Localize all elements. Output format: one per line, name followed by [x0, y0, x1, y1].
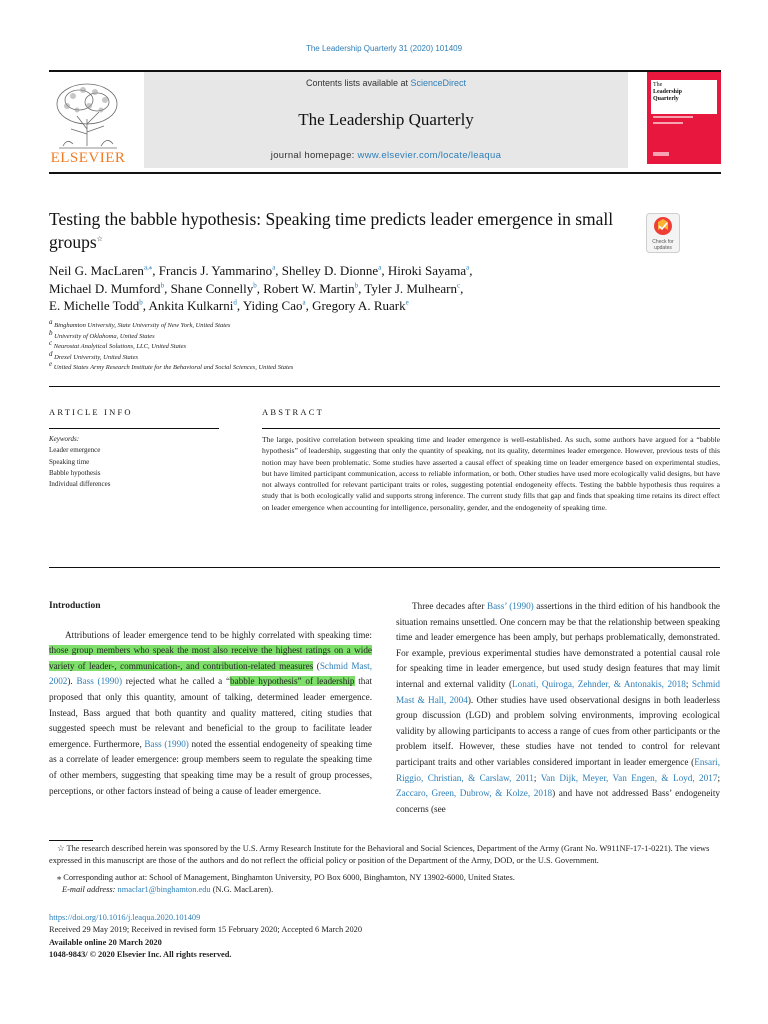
journal-cover-thumbnail[interactable] — [647, 72, 721, 164]
affiliation-mark: c — [49, 339, 53, 348]
body-column-left — [49, 599, 372, 799]
cover-line-decoration — [653, 116, 693, 118]
cover-title-line-2: Leadership — [653, 89, 683, 95]
citation-link[interactable]: Bass’ (1990) — [486, 601, 534, 611]
highlighted-text: those group members who speak the most also receive the highest ratings on a wide variety of leader-, communication-, and contribution-related measures — [49, 645, 372, 671]
affiliation-mark: d — [49, 349, 53, 358]
introduction-paragraph-1 — [49, 628, 372, 800]
author-name[interactable]: Hiroki Sayama — [387, 263, 467, 278]
homepage-prefix: journal homepage: — [270, 150, 358, 161]
funding-footnote-text: The research described herein was sponsored by the U.S. Army Research Institute for the Behavioral and Social Sciences, Department of the Army (Grant No. W911NF-17-1-0221). The views expressed in this manuscript are those of the authors and do not reflect the official policy or position of the Department of the Army, DOD, or the U.S. Government. — [49, 844, 710, 866]
author-affiliation-mark[interactable]: a — [302, 298, 306, 307]
email-suffix: (N.G. MacLaren). — [210, 885, 274, 895]
citation-link[interactable]: Schmid Mast, 2002 — [49, 660, 372, 687]
affiliation-item — [49, 328, 649, 343]
available-online: Available online 20 March 2020 — [49, 937, 162, 947]
citation-link[interactable]: Schmid Mast & Hall, 2004 — [396, 678, 720, 705]
journal-citation-line[interactable]: The Leadership Quarterly 31 (2020) 101409 — [305, 44, 463, 53]
author-separator: , — [152, 263, 159, 278]
keyword-item: Individual differences — [49, 480, 111, 489]
cover-title-panel — [651, 80, 717, 114]
keywords-label: Keywords: — [49, 435, 80, 443]
citation-link[interactable]: Van Dijk, Meyer, Van Engen, & Loyd, 2017 — [540, 772, 718, 783]
author-name[interactable]: Tyler J. Mulhearn — [364, 280, 457, 296]
crossmark-label-2: updates — [654, 245, 672, 251]
received-dates: Received 29 May 2019; Received in revised form 15 February 2020; Accepted 6 March 2020 — [49, 925, 363, 935]
author-separator: , — [236, 298, 243, 313]
author-separator: , — [142, 298, 149, 313]
affiliation-rule — [49, 386, 720, 387]
body-text: assertions in the third edition of his handbook the situation remains unsettled. One concern may be that the relationship between speaking time and leader emergence has been amply, but perhaps problematically, demonstrated. For example, previous experimental studies have demonstrated a potential causal role for speaking time in leader emergence, but used study design features that may limit internal and external validity ( — [396, 601, 720, 689]
author-name[interactable]: E. Michelle Todd — [49, 298, 140, 313]
keyword-item: Leader emergence — [49, 446, 101, 455]
introduction-heading: Introduction — [49, 601, 101, 611]
keyword-list — [49, 445, 239, 490]
title-footnote-mark[interactable]: ☆ — [96, 235, 103, 244]
author-name[interactable]: Gregory A. Ruark — [312, 298, 406, 313]
author-separator: , — [305, 298, 313, 313]
keyword-item: Babble hypothesis — [49, 468, 101, 477]
affiliation-mark: b — [49, 328, 53, 337]
author-name[interactable]: Shelley D. Dionne — [281, 263, 379, 278]
cover-line-decoration — [653, 152, 669, 156]
body-text: Three decades after — [412, 601, 487, 611]
corresponding-author-text: Corresponding author at: School of Management, Binghamton University, PO Box 6000, Binghamton, NY 13902-6000, United States. — [61, 872, 515, 882]
affiliation-text: University of Oklahoma, United States — [52, 332, 155, 340]
paper-title-text: Testing the babble hypothesis: Speaking time predicts leader emergence in small groups — [49, 209, 614, 252]
contents-available-line — [144, 78, 628, 88]
body-text: that proposed that only this quantity, amount of talking, determined leader emergence. Instead, Bass argued that both quantity and quality mattered, citing studies that suggested speech must be relevant and beneficial to the group to facilitate leader emergence. Furthermore, — [49, 676, 372, 749]
funding-footnote-mark: ☆ — [57, 844, 65, 853]
header-rule-bottom — [49, 172, 721, 174]
funding-footnote — [49, 843, 720, 868]
footnote-rule — [49, 840, 93, 841]
introduction-paragraph-2 — [396, 599, 720, 817]
author-name[interactable]: Michael D. Mumford — [49, 280, 161, 296]
author-affiliation-mark[interactable]: b — [253, 281, 257, 290]
author-separator: , — [460, 280, 464, 296]
author-affiliation-mark[interactable]: c — [456, 281, 461, 290]
author-affiliation-mark[interactable]: a — [272, 263, 276, 272]
body-text: noted the essential endogeneity of speaking time as a correlate of leader emergence: group members seem to regulate the speaking time of other members, suggesting that speaking time may be a result of group processes, perceptions, or other factors instead of being a cause of leader emergence. — [49, 738, 372, 796]
author-affiliation-mark[interactable]: b — [160, 281, 165, 290]
affiliation-item — [49, 360, 649, 374]
author-name[interactable]: Neil G. MacLaren — [49, 263, 144, 278]
citation-link[interactable]: Bass (1990) — [144, 738, 189, 749]
sciencedirect-link[interactable]: ScienceDirect — [410, 78, 467, 88]
affiliation-item — [49, 339, 649, 353]
body-text: ; — [717, 772, 720, 783]
author-affiliation-mark[interactable]: a — [378, 263, 382, 272]
footnotes — [49, 843, 720, 901]
journal-title: The Leadership Quarterly — [298, 110, 474, 129]
cover-title-line-1: The — [653, 82, 663, 88]
abstract-rule — [262, 428, 720, 429]
author-name[interactable]: Robert W. Martin — [263, 280, 355, 296]
citation-link[interactable]: Lonati, Quiroga, Zehnder, & Antonakis, 2018 — [512, 678, 686, 689]
corresponding-author-footnote — [49, 872, 720, 884]
affiliation-text: United States Army Research Institute for the Behavioral and Social Sciences, United States — [52, 364, 294, 372]
author-email-link[interactable]: nmaclar1@binghamton.edu — [117, 885, 211, 895]
author-separator: , — [358, 280, 365, 296]
body-text: rejected what he called a “ — [122, 676, 231, 687]
abstract-bottom-rule — [49, 567, 720, 568]
affiliation-text: Drexel University, United States — [52, 353, 139, 361]
article-info-heading: ARTICLE INFO — [49, 407, 133, 417]
author-affiliation-mark[interactable]: e — [405, 298, 409, 307]
body-text: ) and have not addressed Bass’ endogeneity concerns (see — [396, 788, 720, 814]
cover-title-line-3: Quarterly — [653, 96, 679, 102]
affiliation-list — [49, 317, 649, 374]
highlighted-text: babble hypothesis” of leadership — [230, 676, 355, 687]
email-footnote — [49, 884, 720, 896]
author-affiliation-mark[interactable]: b — [139, 298, 143, 307]
copyright-line: 1048-9843/ © 2020 Elsevier Inc. All rights reserved. — [49, 950, 232, 960]
elsevier-wordmark: ELSEVIER — [50, 150, 126, 166]
author-list — [49, 262, 649, 315]
author-affiliation-mark[interactable]: a — [466, 263, 470, 272]
author-affiliation-mark[interactable]: d — [233, 298, 237, 307]
body-text: ; — [685, 678, 692, 689]
article-info-rule — [49, 428, 219, 429]
doi-link[interactable]: https://doi.org/10.1016/j.leaqua.2020.101409 — [49, 913, 201, 922]
email-label: E-mail address: — [62, 885, 116, 895]
paper-title — [49, 208, 639, 254]
affiliation-text: Neurostat Analytical Solutions, LLC, United States — [52, 343, 187, 351]
affiliation-item — [49, 317, 649, 332]
corresponding-mark: ⁎ — [57, 872, 62, 882]
author-separator: , — [275, 263, 282, 278]
homepage-link[interactable]: www.elsevier.com/locate/leaqua — [357, 150, 502, 161]
affiliation-text: Binghamton University, State University of New York, United States — [52, 322, 231, 329]
body-text: Attributions of leader emergence tend to be highly correlated with speaking time: — [65, 629, 372, 640]
crossmark-label-1: Check for — [652, 239, 674, 245]
author-affiliation-mark[interactable]: a,⁎ — [143, 263, 153, 272]
abstract-text: The large, positive correlation between speaking time and leader emergence is well-established. As such, some authors have argued for a “babble hypothesis” of leadership, suggesting that only the quantity of speaking, not its quality, determines leader emergence. However, previous tests of this notion may have been problematic. Some studies have asserted a causal effect of speaking time on leader emergence based on experimental studies, but have limited participant communication, access to reliable information, or both. Other studies have used more ecologically valid designs, but have not always controlled for relevant participant traits or roles, suggesting potential endogeneity effects. Testing the babble hypothesis thus requires a study that is both ecologically valid and supports strong inference. The current study fills that gap and finds that speaking time retains its direct effect on leader emergence when accounting for intelligence, personality, gender, and the endogeneity of speaking time. — [262, 435, 720, 512]
author-name[interactable]: Francis J. Yammarino — [158, 263, 273, 278]
keywords-block — [49, 434, 239, 490]
author-separator: , — [256, 280, 264, 296]
cover-line-decoration — [653, 122, 683, 124]
body-text: ). — [67, 676, 77, 687]
publication-info — [49, 912, 720, 962]
affiliation-item — [49, 349, 649, 364]
citation-link[interactable]: Bass (1990) — [76, 676, 123, 687]
author-name[interactable]: Ankita Kulkarni — [148, 298, 234, 313]
body-column-right — [396, 599, 720, 817]
affiliation-mark: e — [49, 360, 53, 369]
author-affiliation-mark[interactable]: b — [354, 281, 359, 290]
citation-link[interactable]: Ensari, Riggio, Christian, & Carslaw, 2011 — [396, 756, 720, 783]
body-text: ( — [313, 660, 320, 671]
contents-prefix: Contents lists available at — [305, 78, 411, 88]
affiliation-mark: a — [49, 317, 53, 326]
keyword-item: Speaking time — [49, 457, 90, 466]
journal-homepage-line — [144, 150, 628, 161]
check-for-updates-badge[interactable] — [646, 213, 680, 253]
author-name[interactable]: Shane Connelly — [170, 280, 254, 296]
author-name[interactable]: Yiding Cao — [242, 298, 303, 313]
body-text: ). Other studies have used observational designs in both leaderless group discussion (LGD) and problem solving environments, improving ecological validity by allowing participants to access a range of cues from other participants or the problem itself. However, these studies have not tended to control for relevant participant traits and other variables considered important in leader emergence ( — [396, 694, 720, 767]
citation-link[interactable]: Zaccaro, Green, Dubrow, & Kolze, 2018 — [396, 788, 553, 799]
abstract-heading: ABSTRACT — [262, 407, 324, 417]
author-separator: , — [469, 263, 473, 278]
body-text: ; — [533, 772, 541, 783]
author-separator: , — [164, 280, 171, 296]
author-separator: , — [381, 263, 388, 278]
